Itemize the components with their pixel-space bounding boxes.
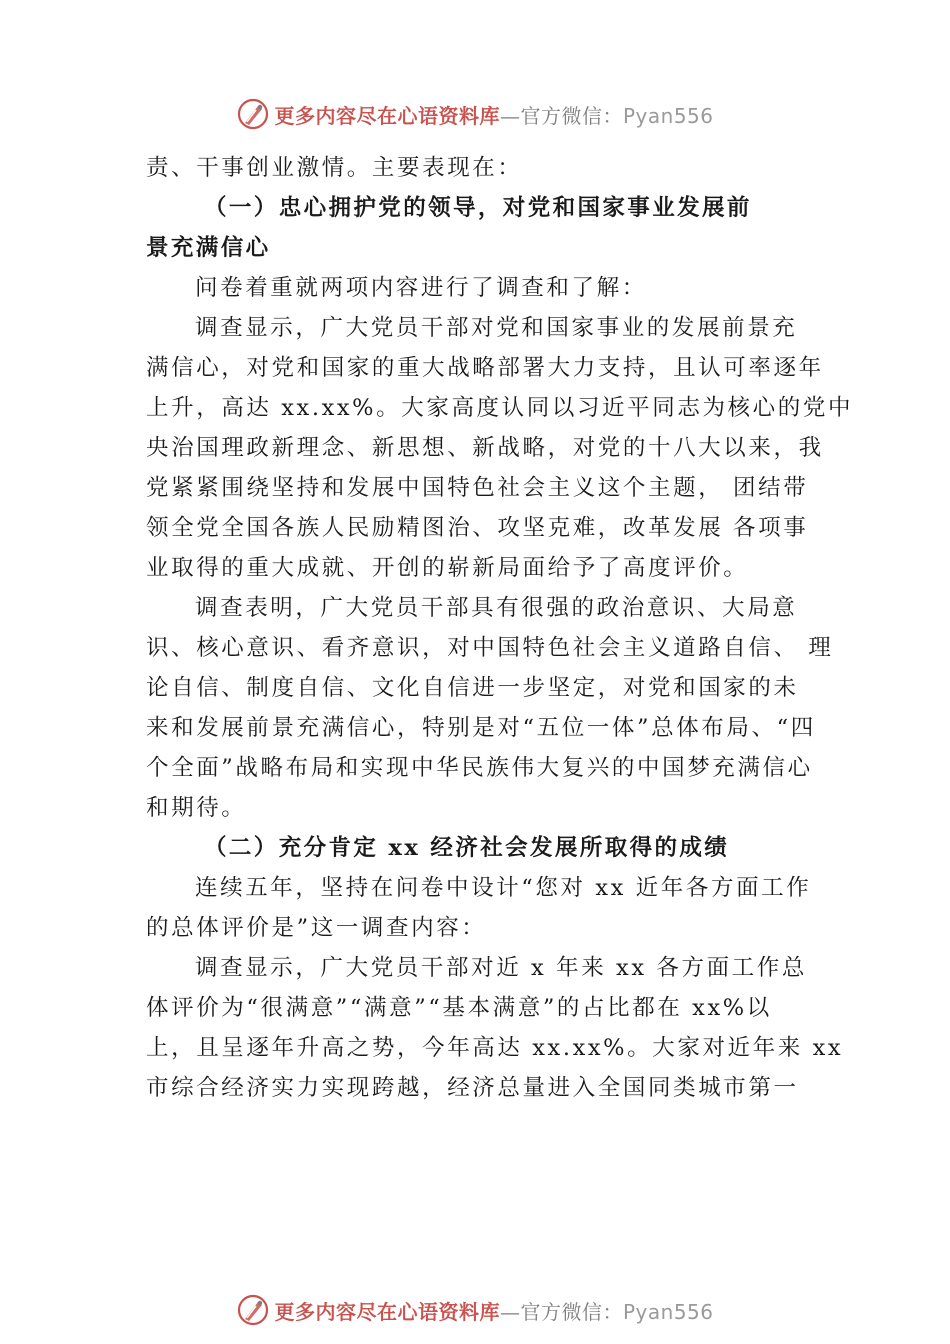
watermark-site-name: 更多内容尽在心语资料库 <box>274 1299 500 1324</box>
text-line: 论自信、制度自信、文化自信进一步坚定，对党和国家的未 <box>146 675 799 701</box>
pen-nib-logo-icon <box>236 1293 270 1327</box>
document-body <box>146 148 854 1108</box>
paragraph-start: 调查显示，广大党员干部对党和国家事业的发展前景充 <box>195 315 798 341</box>
text-line: 市综合经济实力实现跨越，经济总量进入全国同类城市第一 <box>146 1075 799 1101</box>
watermark-account: Pyan556 <box>622 1299 714 1324</box>
paragraph-start: 调查显示，广大党员干部对近 x 年来 xx 各方面工作总 <box>195 955 807 981</box>
section-heading-2: （二）充分肯定 xx 经济社会发展所取得的成绩 <box>204 835 730 861</box>
text-line: 党紧紧围绕坚持和发展中国特色社会主义这个主题， 团结带 <box>146 475 809 501</box>
section-heading-1-cont: 景充满信心 <box>146 235 271 261</box>
text-line: 上升，高达 xx.xx%。大家高度认同以习近平同志为核心的党中 <box>146 395 854 421</box>
header-watermark <box>0 94 950 134</box>
text-line: 的总体评价是”这一调查内容： <box>146 915 487 941</box>
section-heading-1: （一）忠心拥护党的领导，对党和国家事业发展前 <box>204 195 752 221</box>
text-line: 体评价为“很满意”“满意”“基本满意”的占比都在 xx%以 <box>146 995 772 1021</box>
watermark-wechat-label: —官方微信： <box>499 103 623 128</box>
text-line: 和期待。 <box>146 795 247 821</box>
watermark-account: Pyan556 <box>622 103 714 128</box>
pen-nib-logo-icon <box>236 97 270 131</box>
paragraph-start: 问卷着重就两项内容进行了调查和了解： <box>195 275 647 301</box>
watermark-site-name: 更多内容尽在心语资料库 <box>274 103 500 128</box>
text-line: 来和发展前景充满信心，特别是对“五位一体”总体布局、“四 <box>146 715 816 741</box>
text-line: 满信心，对党和国家的重大战略部署大力支持，且认可率逐年 <box>146 355 824 381</box>
watermark-wechat-label: —官方微信： <box>499 1299 623 1324</box>
footer-watermark <box>0 1290 950 1330</box>
text-line: 个全面”战略布局和实现中华民族伟大复兴的中国梦充满信心 <box>146 755 813 781</box>
text-line: 责、干事创业激情。主要表现在： <box>146 155 523 181</box>
text-line: 业取得的重大成就、开创的崭新局面给予了高度评价。 <box>146 555 749 581</box>
text-line: 识、核心意识、看齐意识，对中国特色社会主义道路自信、 理 <box>146 635 834 661</box>
paragraph-start: 调查表明，广大党员干部具有很强的政治意识、大局意 <box>195 595 798 621</box>
text-line: 上，且呈逐年升高之势，今年高达 xx.xx%。大家对近年来 xx <box>146 1035 844 1061</box>
text-line: 央治国理政新理念、新思想、新战略，对党的十八大以来，我 <box>146 435 824 461</box>
paragraph-start: 连续五年，坚持在问卷中设计“您对 xx 近年各方面工作 <box>195 875 812 901</box>
text-line: 领全党全国各族人民励精图治、攻坚克难，改革发展 各项事 <box>146 515 809 541</box>
